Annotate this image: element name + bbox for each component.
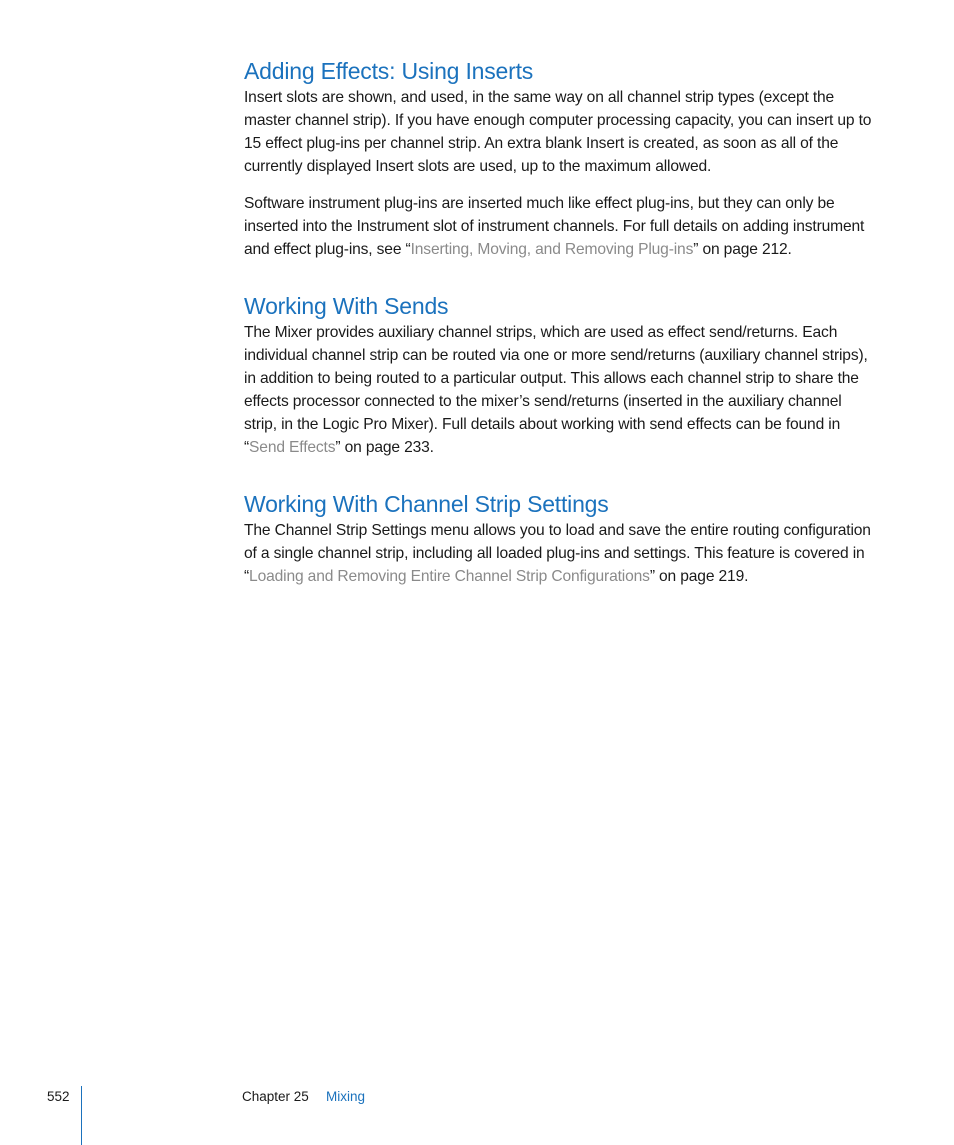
footer-divider [81, 1086, 82, 1145]
paragraph-text: The Mixer provides auxiliary channel strips, which are used as effect send/returns. Each individual channel strip can be routed via one or more send/returns (auxiliary channel strips), in addition to being routed to a particular output. This allows each channel strip to share the effects processor connected to the mixer’s send/returns (inserted in the auxiliary channel strip, in the Logic Pro Mixer). Full details about working with send effects can be found in “ [244, 324, 868, 456]
page-content [244, 56, 874, 618]
section-heading: Adding Effects: Using Inserts [244, 58, 534, 84]
cross-reference-link[interactable]: Loading and Removing Entire Channel Strip Configurations [249, 568, 650, 585]
paragraph-text: ” on page 212. [693, 241, 792, 258]
section-working-with-sends [244, 291, 874, 459]
footer-chapter-title: Mixing [326, 1089, 366, 1104]
paragraph-text: The Channel Strip Settings menu allows you to load and save the entire routing configuration of a single channel strip, including all loaded plug-ins and settings. This feature is covered in “ [244, 522, 871, 585]
paragraph-text: Insert slots are shown, and used, in the same way on all channel strip types (except the master channel strip). If you have enough computer processing capacity, you can insert up to 15 effect plug-ins per channel strip. An extra blank Insert is created, as soon as all of the currently displayed Insert slots are used, up to the maximum allowed. [244, 89, 872, 175]
paragraph-text: Software instrument plug-ins are inserted much like effect plug-ins, but they can only be inserted into the Instrument slot of instrument channels. For full details on adding instrument and effect plug-ins, see “ [244, 195, 865, 258]
body-paragraph [244, 519, 874, 588]
section-using-inserts [244, 56, 874, 261]
footer-chapter-label: Chapter 25 [242, 1089, 309, 1104]
section-heading: Working With Sends [244, 293, 449, 319]
body-paragraph [244, 86, 874, 178]
body-paragraph [244, 321, 874, 459]
page-number: 552 [47, 1089, 70, 1104]
paragraph-text: ” on page 233. [335, 439, 434, 456]
paragraph-text: ” on page 219. [649, 568, 749, 585]
cross-reference-link[interactable]: Inserting, Moving, and Removing Plug-ins [410, 241, 694, 258]
section-heading: Working With Channel Strip Settings [244, 491, 609, 517]
cross-reference-link[interactable]: Send Effects [249, 439, 336, 456]
section-channel-strip-settings [244, 489, 874, 588]
body-paragraph [244, 192, 874, 261]
